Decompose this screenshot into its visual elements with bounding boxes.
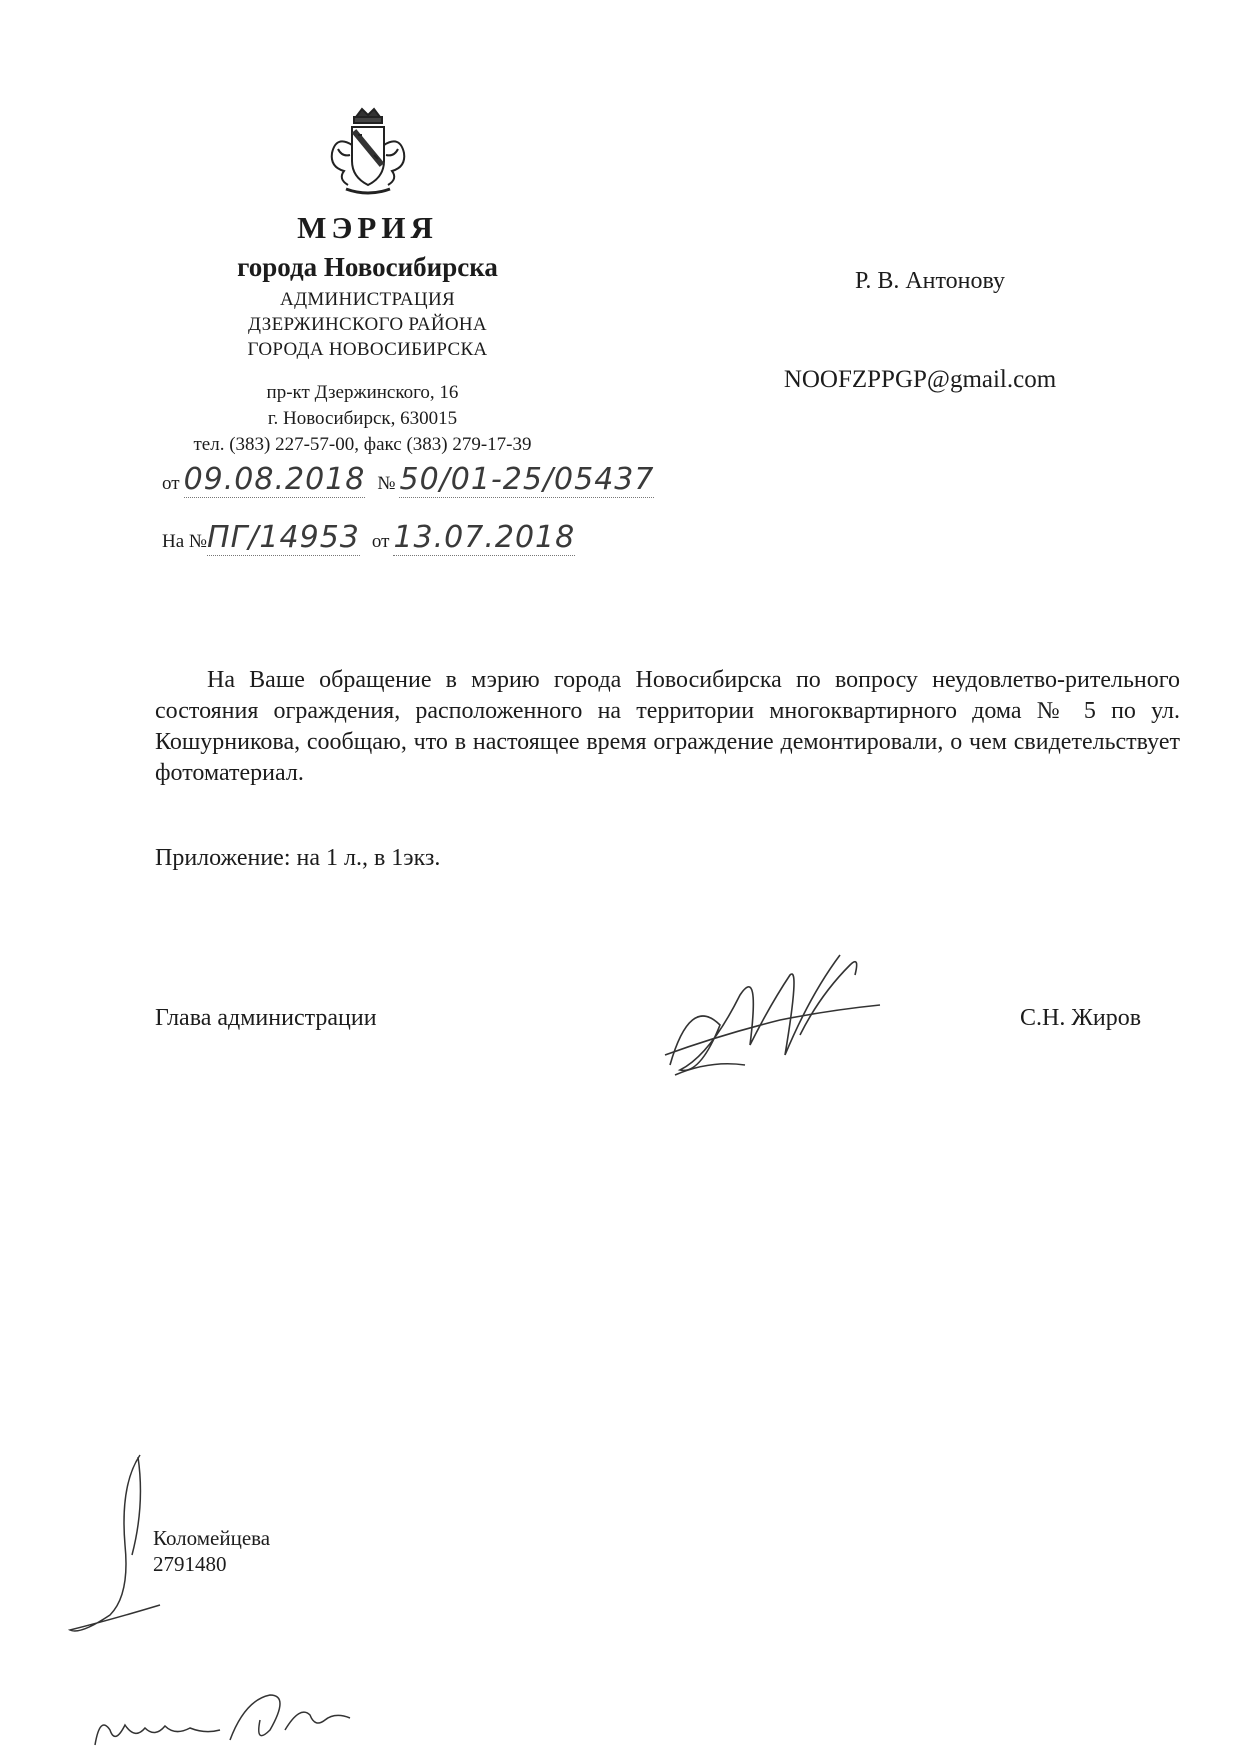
address-city: г. Новосибирск, 630015 — [267, 408, 458, 429]
date-label: от — [162, 473, 180, 494]
executor-name: Коломейцева — [153, 1526, 271, 1550]
number-label: № — [377, 473, 396, 494]
outgoing-date: 09.08.2018 — [183, 462, 366, 497]
attachment-note: Приложение: на 1 л., в 1экз. — [155, 845, 441, 871]
city-coat-of-arms-icon — [318, 105, 418, 205]
handwritten-mark-icon — [80, 1660, 400, 1753]
outgoing-number: 50/01-25/05437 — [399, 462, 655, 497]
reply-date: 13.07.2018 — [393, 520, 576, 555]
recipient-email: NOOFZPPGP@gmail.com — [783, 366, 1057, 393]
dept-line-1: АДМИНИСТРАЦИЯ — [280, 289, 455, 310]
outgoing-registration — [162, 462, 654, 497]
letter-body — [155, 665, 1180, 789]
signatory-name: С.Н. Жиров — [1020, 1005, 1142, 1031]
org-city: города Новосибирска — [237, 252, 498, 282]
reply-registration — [162, 520, 575, 555]
handwritten-signature-icon — [650, 935, 900, 1095]
dept-line-2: ДЗЕРЖИНСКОГО РАЙОНА — [248, 314, 487, 335]
signatory-title: Глава администрации — [155, 1005, 377, 1031]
reply-number: ПГ/14953 — [207, 520, 360, 555]
reply-number-label: На № — [162, 531, 208, 552]
address-phone-fax: тел. (383) 227-57-00, факс (383) 279-17-39 — [193, 434, 532, 455]
address-street: пр-кт Дзержинского, 16 — [266, 382, 459, 403]
recipient-name: Р. В. Антонову — [854, 268, 1006, 294]
reply-date-label: от — [371, 531, 390, 552]
executor-phone: 2791480 — [153, 1552, 227, 1576]
body-paragraph: На Ваше обращение в мэрию города Новосибирска по вопросу неудовлетво-рительного состояния ограждения, расположенного на территории многоквартирного дома № 5 по ул. Кошурникова, сообщаю, что в настоящее время ограждение демонтировали, о чем свидетельствует фотоматериал. — [155, 667, 1180, 786]
executor-info — [153, 1525, 270, 1577]
dept-line-3: ГОРОДА НОВОСИБИРСКА — [247, 339, 488, 360]
org-name: МЭРИЯ — [297, 210, 438, 245]
